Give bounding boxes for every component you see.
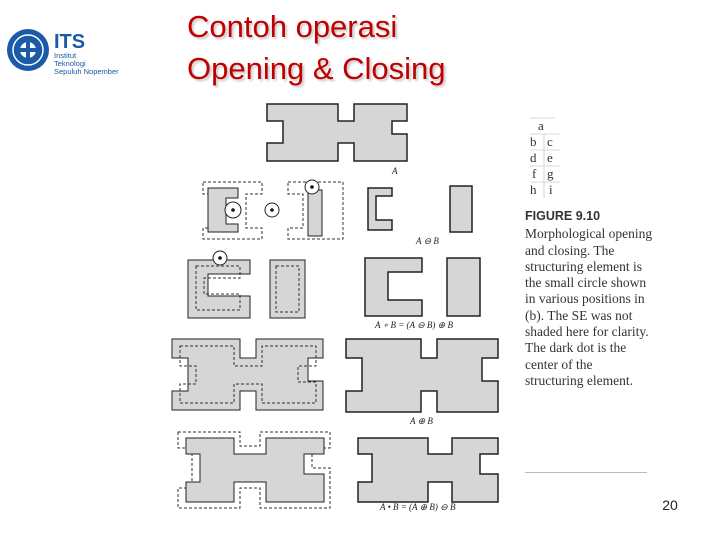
- erosion-result: [368, 186, 472, 232]
- label-closing: A • B = (A ⊕ B) ⊖ B: [380, 502, 456, 512]
- dilation-result: [346, 339, 498, 412]
- figure-label: FIGURE 9.10: [525, 209, 601, 223]
- panel-letter-grid: [530, 118, 560, 198]
- label-dilation: A ⊕ B: [410, 416, 433, 426]
- logo-line-2: Teknologi: [54, 59, 86, 68]
- dilation-se-panel: [172, 339, 323, 410]
- its-logo: [4, 26, 134, 80]
- closing-result: [358, 438, 498, 502]
- title-line-2: Opening & Closing: [187, 51, 446, 86]
- page-number: 20: [662, 497, 678, 513]
- logo-line-3: Sepuluh Nopember: [54, 67, 119, 76]
- opening-se-panel: [188, 251, 305, 318]
- panel-letter-d: d: [530, 150, 537, 165]
- slide-title: [187, 6, 587, 90]
- label-opening: A ∘ B = (A ⊖ B) ⊕ B: [375, 320, 453, 330]
- panel-letter-f: f: [532, 166, 537, 181]
- panel-letter-i: i: [549, 182, 553, 197]
- closing-se-panel: [178, 432, 330, 508]
- its-emblem-icon: [7, 29, 49, 71]
- title-line-1: Contoh operasi: [187, 9, 398, 44]
- figure-caption-text: Morphological opening and closing. The structuring element is the small circle shown in various positions in (b). The SE was not shaded here for clarity. The dark dot is the center of the structuring element.: [525, 226, 653, 388]
- panel-letter-e: e: [547, 150, 553, 165]
- erosion-se-panel: [203, 180, 343, 239]
- panel-letter-h: h: [530, 182, 537, 197]
- figure-caption: [525, 208, 653, 389]
- opening-result: [365, 258, 480, 316]
- panel-letter-b: b: [530, 134, 537, 149]
- shape-a: [267, 104, 407, 161]
- label-a: A: [392, 166, 398, 176]
- panel-letter-g: g: [547, 166, 554, 181]
- logo-line-1: Institut: [54, 51, 77, 60]
- logo-name: ITS: [54, 31, 86, 53]
- label-erosion: A ⊖ B: [416, 236, 439, 246]
- panel-letter-a: a: [538, 118, 544, 133]
- panel-letter-c: c: [547, 134, 553, 149]
- caption-divider: [525, 472, 647, 473]
